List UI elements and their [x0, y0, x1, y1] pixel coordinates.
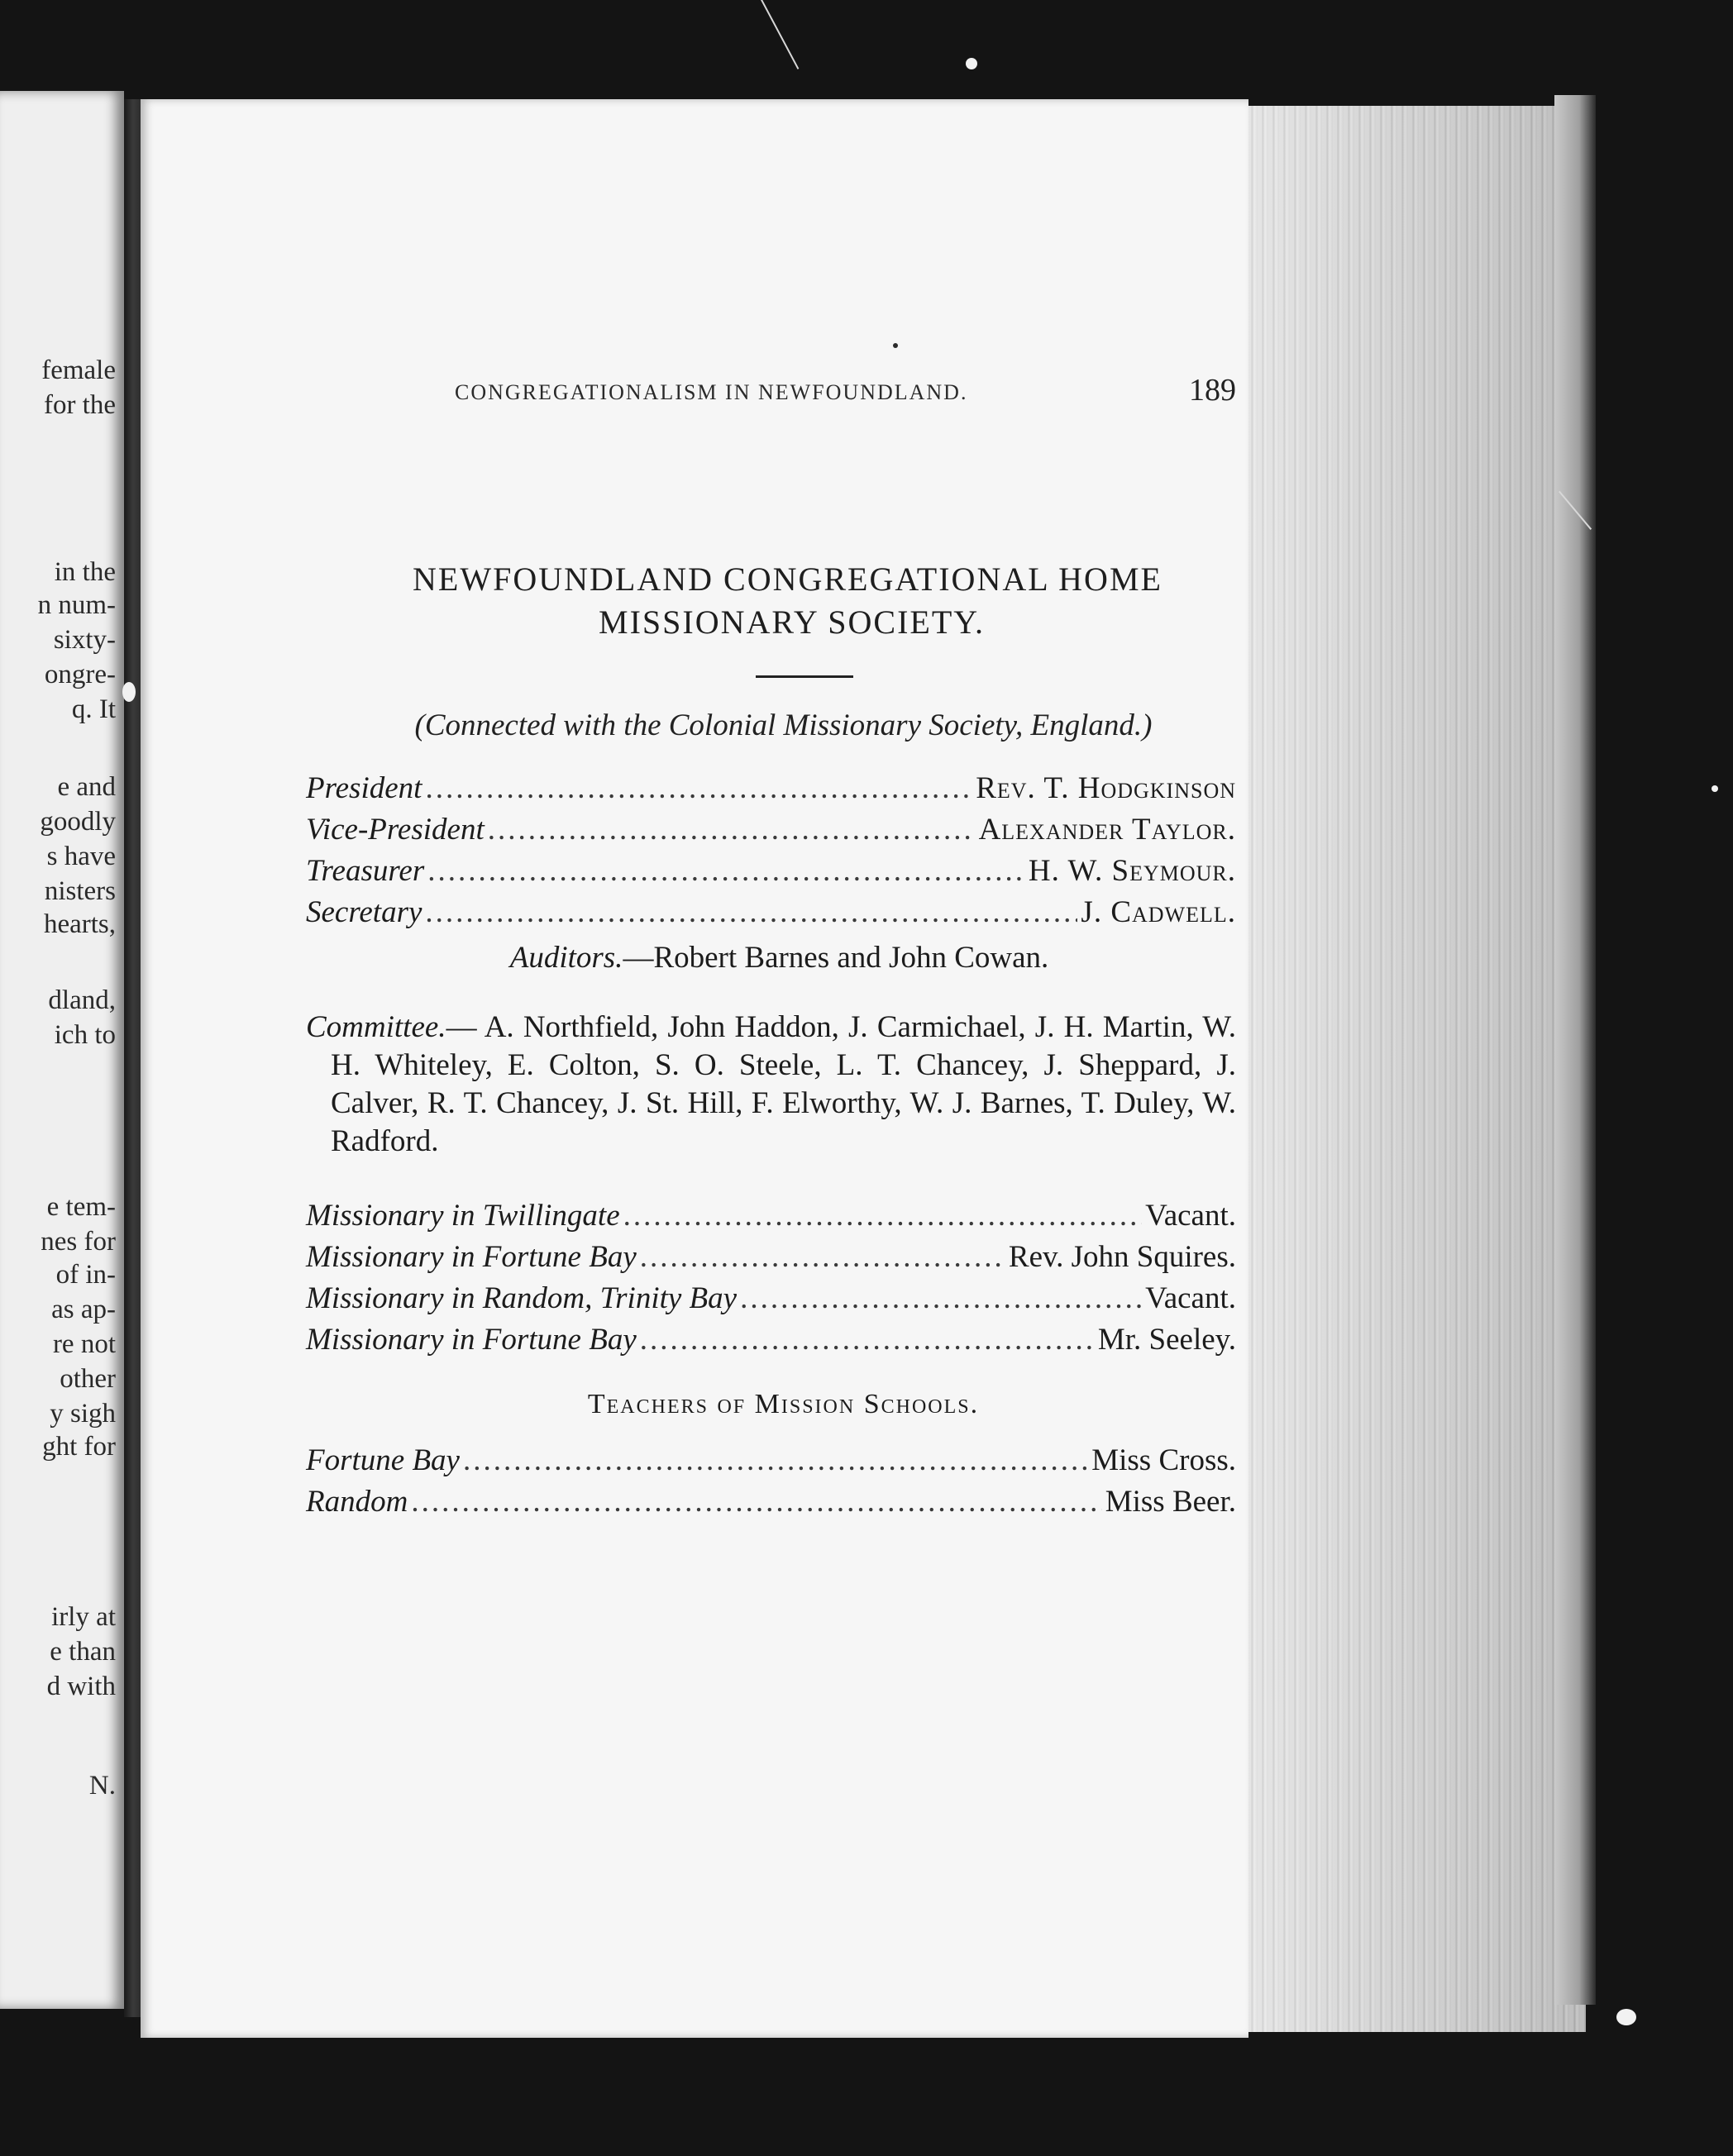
speck	[1616, 2009, 1636, 2025]
left-page-line: hearts,	[43, 909, 116, 939]
title-line-1: NEWFOUNDLAND CONGREGATIONAL HOME	[413, 560, 1162, 598]
officer-row	[306, 809, 1236, 851]
missionary-name: Rev. John Squires.	[1008, 1240, 1236, 1274]
left-page-line: in the	[54, 557, 116, 587]
school-place: Fortune Bay	[306, 1443, 460, 1477]
mission-place: Missionary in Twillingate	[306, 1199, 620, 1233]
left-page-line: nisters	[44, 876, 116, 906]
page-number: 189	[1189, 373, 1236, 408]
officer-name: Rev. T. Hodgkinson	[976, 771, 1236, 805]
mission-place: Missionary in Fortune Bay	[306, 1323, 637, 1357]
leader-dots	[640, 1319, 1095, 1361]
mission-row	[306, 1195, 1236, 1237]
mission-row	[306, 1319, 1236, 1361]
leader-dots	[640, 1237, 1005, 1278]
left-page-line: n num-	[37, 590, 116, 620]
officer-role: Vice-President	[306, 813, 485, 847]
right-page	[141, 99, 1248, 2038]
speck	[1712, 785, 1718, 792]
officer-name: H. W. Seymour.	[1028, 854, 1236, 888]
left-page-line: female	[41, 355, 116, 385]
left-page-line: as ap-	[51, 1295, 116, 1324]
left-page-line: q. It	[71, 694, 116, 724]
left-page-line: nes for	[41, 1227, 116, 1257]
officer-row	[306, 851, 1236, 892]
committee-label: Committee.	[306, 1010, 446, 1044]
left-page-line: goodly	[40, 807, 116, 837]
auditors-names: —Robert Barnes and John Cowan.	[623, 941, 1049, 975]
left-page-line: e tem-	[46, 1192, 116, 1222]
left-page-line: e than	[50, 1637, 116, 1667]
title-rule	[756, 675, 853, 678]
teachers-list	[306, 1440, 1236, 1523]
mission-row	[306, 1278, 1236, 1319]
title-line-2: MISSIONARY SOCIETY.	[599, 603, 985, 641]
school-place: Random	[306, 1485, 408, 1519]
officer-row	[306, 892, 1236, 933]
auditors-line	[306, 940, 1236, 975]
teacher-row	[306, 1481, 1236, 1523]
missionaries-list	[306, 1195, 1236, 1361]
leader-dots	[425, 892, 1077, 933]
missionary-name: Vacant.	[1145, 1281, 1236, 1315]
page-edges	[1247, 106, 1586, 2032]
left-page-line: for the	[43, 390, 116, 420]
teachers-heading: Teachers of Mission Schools.	[587, 1389, 980, 1419]
left-page-line: e and	[57, 772, 116, 802]
left-page-line: ght for	[42, 1432, 116, 1462]
officer-name: J. Cadwell.	[1081, 895, 1236, 929]
leader-dots	[488, 809, 976, 851]
officers-list	[306, 768, 1236, 933]
left-page-line: irly at	[51, 1602, 116, 1632]
left-page-line: dland,	[48, 985, 116, 1015]
mission-place: Missionary in Random, Trinity Bay	[306, 1281, 738, 1315]
society-title	[306, 558, 1236, 644]
leader-dots	[425, 768, 972, 809]
officer-row	[306, 768, 1236, 809]
officer-role: Treasurer	[306, 854, 425, 888]
left-page-line: s have	[46, 842, 116, 871]
left-facing-page	[0, 91, 124, 2009]
committee-paragraph	[306, 1009, 1236, 1161]
teacher-row	[306, 1440, 1236, 1481]
speck	[893, 343, 898, 348]
leader-dots	[411, 1481, 1101, 1523]
speck	[122, 682, 136, 702]
running-head-title: CONGREGATIONALISM IN NEWFOUNDLAND.	[455, 380, 968, 404]
officer-name: Alexander Taylor.	[978, 813, 1236, 847]
leader-dots	[623, 1195, 1142, 1237]
page-content	[306, 372, 1236, 1523]
leader-dots	[740, 1278, 1142, 1319]
committee-names: — A. Northfield, John Haddon, J. Carmichael, J. H. Martin, W. H. Whiteley, E. Colton, S. O. Steele, L. T. Chancey, J. Sheppard, J. Calver, R. T. Chancey, J. St. Hill, F. Elworthy, W. J. Barnes, T. Duley, W. Radford.	[331, 1010, 1236, 1158]
leader-dots	[427, 851, 1025, 892]
running-head	[306, 372, 1236, 413]
page-edge-shadow	[1554, 95, 1596, 2005]
left-page-line: sixty-	[53, 625, 116, 655]
left-page-line: re not	[52, 1329, 116, 1359]
left-page-line: d with	[46, 1672, 116, 1701]
mission-row	[306, 1237, 1236, 1278]
left-page-line: N.	[88, 1771, 116, 1801]
left-page-line: ich to	[54, 1020, 116, 1050]
left-page-line: of in-	[55, 1260, 116, 1290]
missionary-name: Mr. Seeley.	[1097, 1323, 1236, 1357]
leader-dots	[463, 1440, 1088, 1481]
left-page-line: y sigh	[50, 1399, 116, 1429]
book-gutter	[124, 99, 142, 2017]
auditors-label: Auditors.	[509, 941, 623, 975]
speck	[966, 58, 977, 69]
teacher-name: Miss Cross.	[1091, 1443, 1236, 1477]
left-page-line: other	[60, 1364, 116, 1394]
left-page-line: ongre-	[44, 660, 116, 689]
mission-place: Missionary in Fortune Bay	[306, 1240, 637, 1274]
missionary-name: Vacant.	[1145, 1199, 1236, 1233]
teacher-name: Miss Beer.	[1105, 1485, 1236, 1519]
officer-role: President	[306, 771, 423, 805]
dust-fiber	[761, 0, 799, 69]
officer-role: Secretary	[306, 895, 423, 929]
subtitle: (Connected with the Colonial Missionary Society, England.)	[414, 708, 1153, 742]
